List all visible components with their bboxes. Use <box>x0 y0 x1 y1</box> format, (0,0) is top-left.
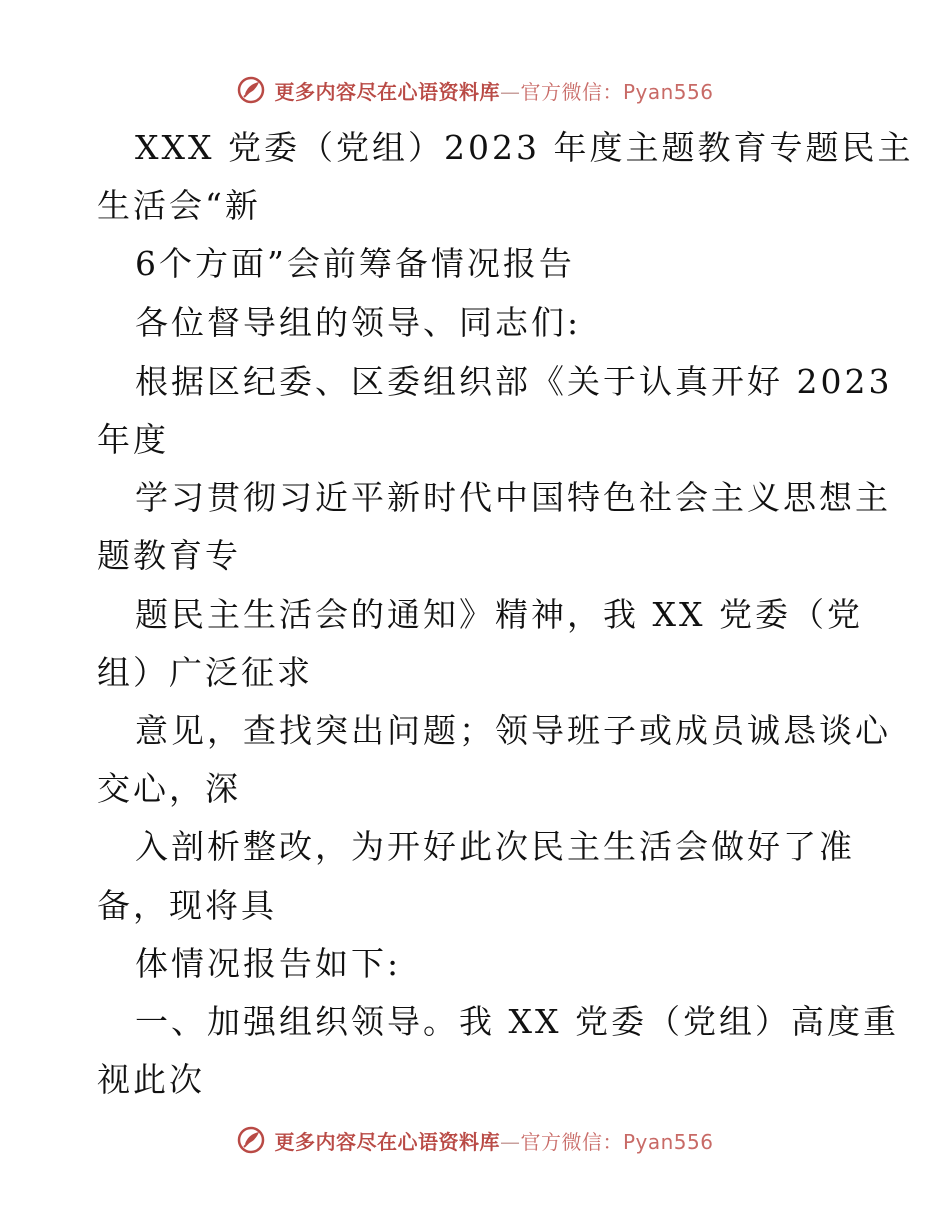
header-watermark <box>0 70 950 110</box>
paragraph-line: 学习贯彻习近平新时代中国特色社会主义思想主 <box>135 478 891 517</box>
watermark-text <box>274 76 713 105</box>
watermark-contact: 官方微信：Pyan556 <box>520 79 714 104</box>
watermark-separator: — <box>499 79 521 104</box>
paragraph-line: 组）广泛征求 <box>97 653 313 692</box>
title-line-3: 6个方面”会前筹备情况报告 <box>135 244 575 283</box>
paragraph-line: 题教育专 <box>97 536 241 575</box>
paragraph-line: 题民主生活会的通知》精神，我 XX 党委（党 <box>135 595 863 634</box>
paragraph-line: 视此次 <box>97 1060 205 1099</box>
paragraph-line: 体情况报告如下: <box>135 944 402 983</box>
leaf-seal-icon <box>236 1125 266 1155</box>
salutation-line: 各位督导组的领导、同志们: <box>135 303 582 342</box>
paragraph-line: 备，现将具 <box>97 886 277 925</box>
section-heading-line: 一、加强组织领导。我 XX 党委（党组）高度重 <box>135 1002 899 1041</box>
paragraph-line: 意见，查找突出问题；领导班子或成员诚恳谈心 <box>135 711 891 750</box>
leaf-seal-icon <box>236 75 266 105</box>
paragraph-line: 入剖析整改，为开好此次民主生活会做好了准 <box>135 827 855 866</box>
title-line-2: 生活会“新 <box>97 186 261 225</box>
watermark-contact: 官方微信：Pyan556 <box>520 1129 714 1154</box>
paragraph-line: 根据区纪委、区委组织部《关于认真开好 2023 <box>135 362 893 401</box>
watermark-separator: — <box>499 1129 521 1154</box>
paragraph-line: 年度 <box>97 420 169 459</box>
watermark-brand: 更多内容尽在心语资料库 <box>274 1129 500 1154</box>
watermark-brand: 更多内容尽在心语资料库 <box>274 79 500 104</box>
footer-watermark <box>0 1120 950 1160</box>
paragraph-line: 交心，深 <box>97 769 241 808</box>
watermark-text <box>274 1126 713 1155</box>
title-line-1: XXX 党委（党组）2023 年度主题教育专题民主 <box>135 128 914 167</box>
